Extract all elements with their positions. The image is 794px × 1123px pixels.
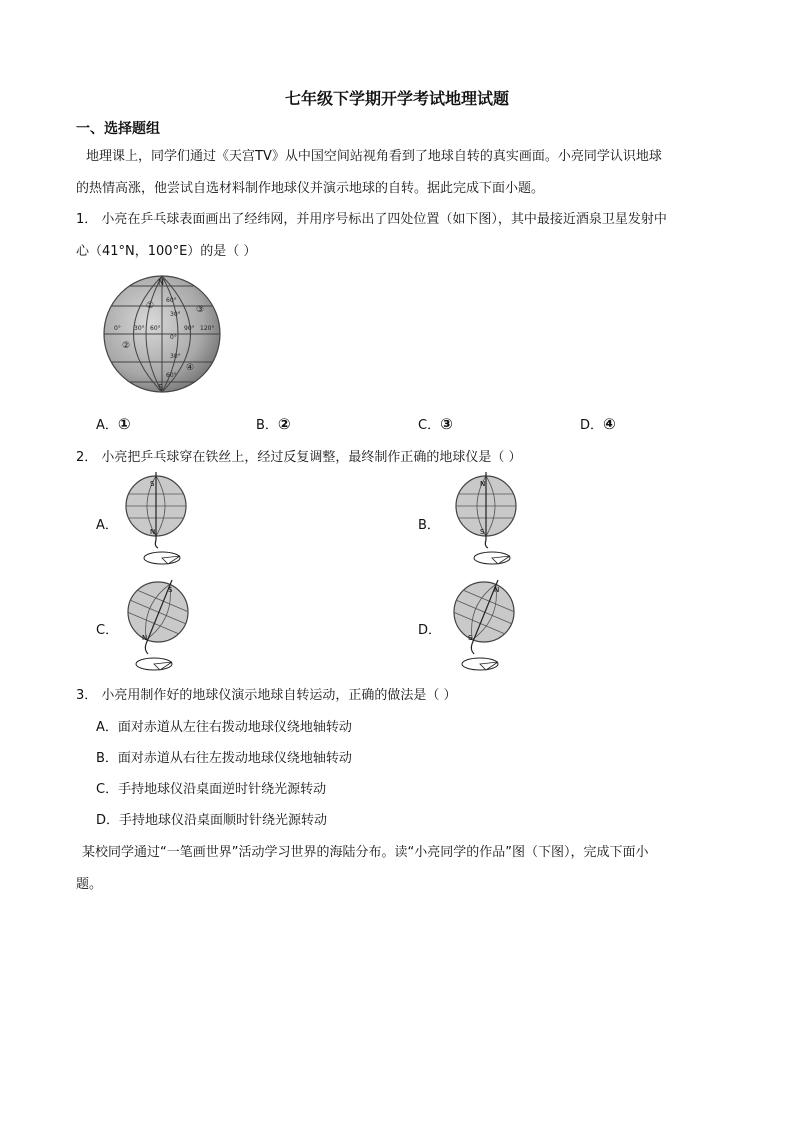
q2-b-bottom-pole: S: [480, 528, 485, 536]
q2-a-top-pole: S: [150, 480, 155, 488]
q3-option-b[interactable]: B．面对赤道从右往左拨动地球仪绕地轴转动: [96, 751, 352, 766]
q2-c-top-pole: S: [168, 586, 173, 594]
q3-stem: 3． 小亮用制作好的地球仪演示地球自转运动，正确的做法是（ ）: [76, 688, 457, 703]
q1-lat-label-0: 0°: [170, 334, 177, 341]
intro-1-line-2: 的热情高涨，他尝试自选材料制作地球仪并演示地球的自转。据此完成下面小题。: [76, 181, 545, 196]
section-heading: 一、选择题组: [76, 121, 160, 137]
intro-2-line-2: 题。: [76, 877, 103, 892]
q1-lat-label-60n: 60°: [166, 297, 177, 304]
q2-d-top-pole: N: [494, 586, 500, 594]
q1-south-label: S: [158, 383, 164, 392]
intro-1-line-1: 地理课上，同学们通过《天宫TV》从中国空间站视角看到了地球自转的真实画面。小亮同学认识地球: [86, 149, 662, 164]
q1-option-c[interactable]: C．③: [418, 415, 453, 433]
q1-mark-3: ③: [196, 305, 205, 315]
q1-stem-line-2: 心（41°N，100°E）的是（ ）: [76, 244, 257, 259]
q2-globe-b[interactable]: [448, 472, 528, 572]
q2-option-b-label[interactable]: B．: [418, 518, 440, 533]
q1-lon-label-60: 60°: [150, 325, 161, 332]
q1-lat-label-30s: 30°: [170, 353, 181, 360]
q3-option-a[interactable]: A．面对赤道从左往右拨动地球仪绕地轴转动: [96, 720, 352, 735]
q1-mark-4: ④: [186, 363, 195, 373]
q1-stem-line-1: 1． 小亮在乒乓球表面画出了经纬网，并用序号标出了四处位置（如下图），其中最接近酒泉卫星发射中: [76, 212, 667, 227]
q2-a-bottom-pole: N: [150, 528, 156, 536]
q1-option-d[interactable]: D．④: [580, 415, 616, 433]
q2-option-c-label[interactable]: C．: [96, 623, 119, 638]
q1-lon-label-90: 90°: [184, 325, 195, 332]
page-title: 七年级下学期开学考试地理试题: [284, 89, 509, 108]
q3-option-d[interactable]: D．手持地球仪沿桌面顺时针绕光源转动: [96, 813, 328, 828]
q1-mark-1: ①: [146, 301, 155, 311]
q1-globe-figure: [100, 272, 224, 400]
q1-mark-2: ②: [122, 341, 131, 351]
q2-b-top-pole: N: [480, 480, 486, 488]
q1-lon-label-30: 30°: [134, 325, 145, 332]
q1-lon-label-0: 0°: [114, 325, 121, 332]
q1-option-a[interactable]: A．①: [96, 415, 131, 433]
q2-globe-c[interactable]: [118, 578, 198, 678]
q1-lat-label-60s: 60°: [166, 372, 177, 379]
q1-lon-label-120: 120°: [200, 325, 215, 332]
q2-c-bottom-pole: N: [142, 634, 148, 642]
q2-globe-d[interactable]: [444, 578, 524, 678]
q2-d-bottom-pole: S: [468, 634, 473, 642]
q1-north-label: N: [158, 278, 164, 287]
intro-2-line-1: 某校同学通过“一笔画世界”活动学习世界的海陆分布。读“小亮同学的作品”图（下图），完成下面小: [82, 845, 649, 860]
q2-option-a-label[interactable]: A．: [96, 518, 118, 533]
q2-globe-a[interactable]: [118, 472, 198, 572]
q3-option-c[interactable]: C．手持地球仪沿桌面逆时针绕光源转动: [96, 782, 327, 797]
q1-option-b[interactable]: B．②: [256, 415, 291, 433]
q1-lat-label-30n: 30°: [170, 311, 181, 318]
q2-option-d-label[interactable]: D．: [418, 623, 442, 638]
q2-stem: 2． 小亮把乒乓球穿在铁丝上，经过反复调整，最终制作正确的地球仪是（ ）: [76, 450, 522, 465]
